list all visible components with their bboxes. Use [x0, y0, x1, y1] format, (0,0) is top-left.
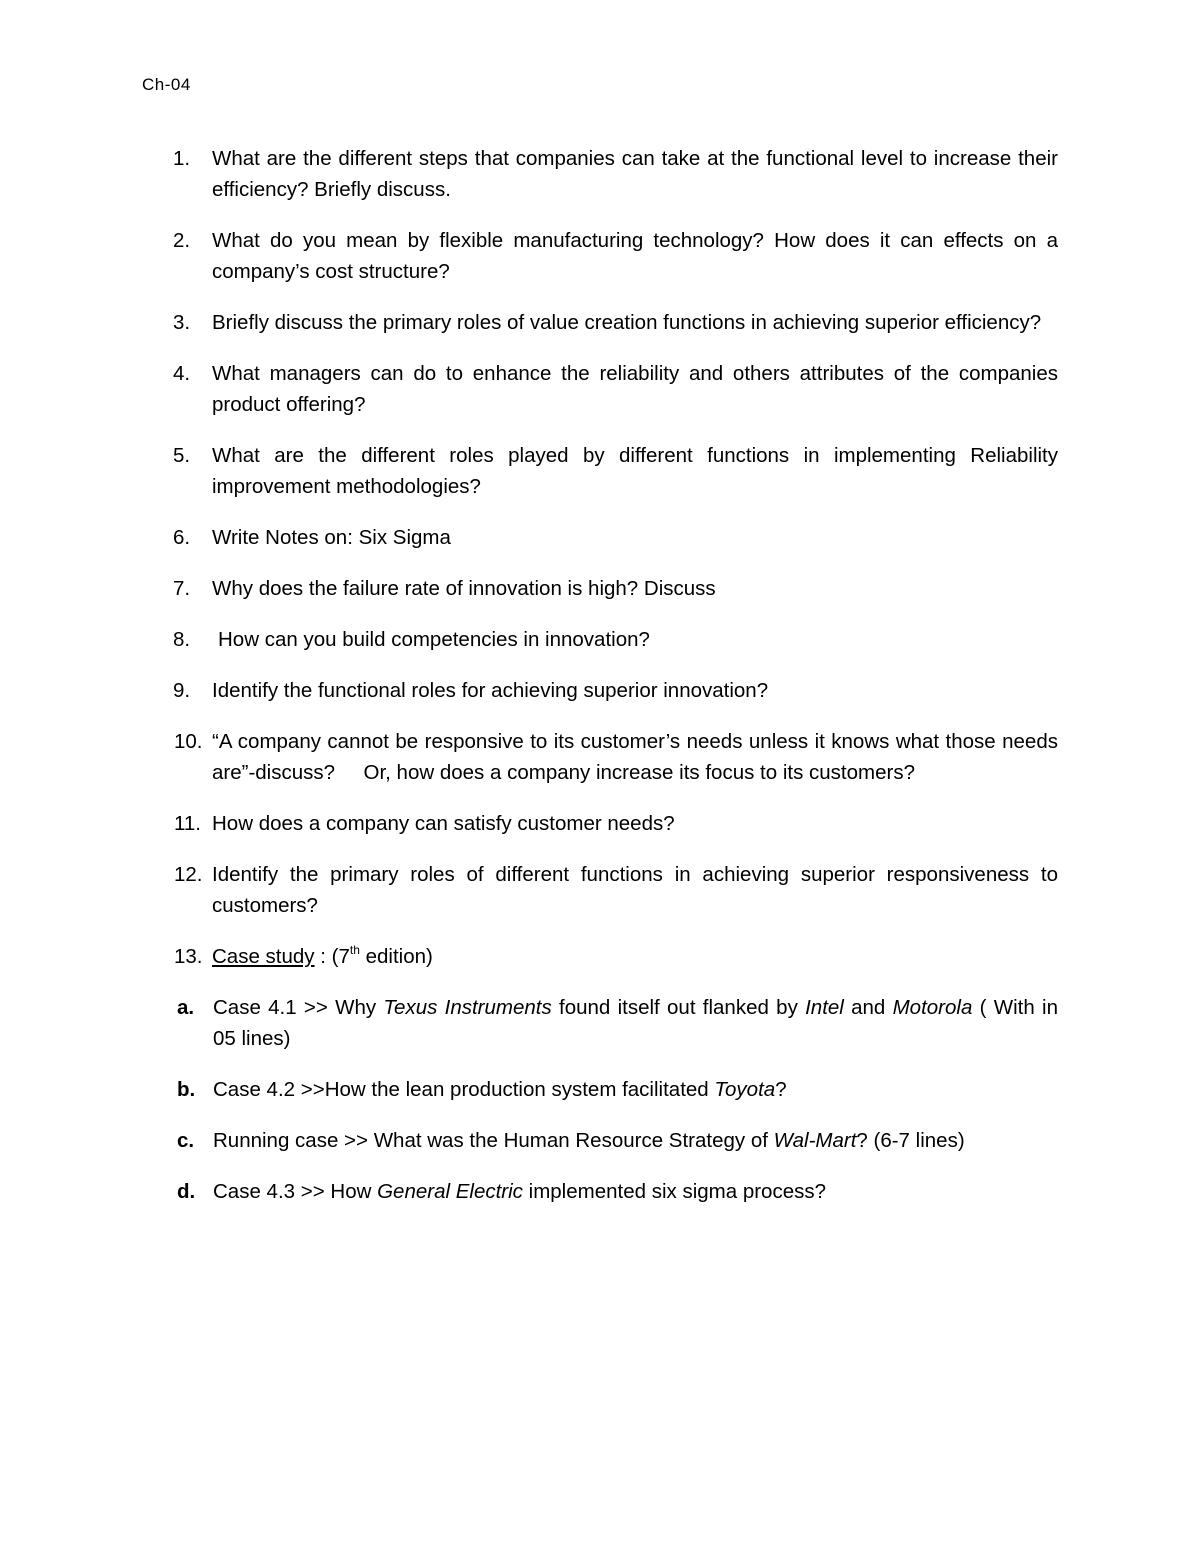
question-item — [142, 440, 1058, 502]
case-text-italic: Motorola — [892, 996, 973, 1019]
question-text: Write Notes on: Six Sigma — [212, 526, 451, 549]
case-item-c — [142, 1125, 1058, 1156]
question-item — [142, 573, 1058, 604]
question-text: “A company cannot be responsive to its customer’s needs unless it knows what those needs are”-discuss? Or, how does a company increase its focus to its customers? — [212, 730, 1064, 784]
question-item — [142, 624, 1058, 655]
case-text — [213, 1125, 1058, 1156]
question-text: What are the different steps that companies can take at the functional level to increase their efficiency? Briefly discuss. — [212, 147, 1058, 201]
question-number: 12. — [174, 863, 203, 886]
case-item-b — [142, 1074, 1058, 1105]
question-number: 8. — [173, 628, 191, 651]
case-study-item — [142, 941, 1058, 1207]
case-text-part: ? (6-7 lines) — [856, 1129, 965, 1152]
question-item — [142, 859, 1058, 921]
case-list — [142, 992, 1058, 1207]
case-item-d — [142, 1176, 1058, 1207]
question-text: Identify the primary roles of different functions in achieving superior responsiveness to customers? — [212, 863, 1058, 917]
case-letter: d. — [177, 1180, 196, 1203]
case-text-part: Running case >> What was the Human Resource Strategy of — [213, 1129, 774, 1152]
question-text: How can you build competencies in innovation? — [218, 628, 650, 651]
case-letter: c. — [177, 1129, 195, 1152]
case-letter: a. — [177, 996, 195, 1019]
question-number: 10. — [174, 730, 203, 753]
question-number: 3. — [173, 311, 191, 334]
question-text: What do you mean by flexible manufacturing technology? How does it can effects on a company’s cost structure? — [212, 229, 1058, 283]
case-text-italic: Intel — [805, 996, 844, 1019]
case-study-label: Case study — [212, 945, 315, 968]
case-text-italic: Wal-Mart — [773, 1129, 857, 1152]
question-item — [142, 726, 1064, 788]
case-text — [213, 992, 1058, 1054]
question-list — [142, 143, 1064, 1227]
question-item — [142, 143, 1058, 205]
case-study-heading — [212, 941, 1058, 972]
case-item-a — [142, 992, 1058, 1054]
question-item — [142, 808, 1058, 839]
question-text: Identify the functional roles for achieving superior innovation? — [212, 679, 769, 702]
case-letter: b. — [177, 1078, 196, 1101]
case-text-part: Case 4.2 >>How the lean production system facilitated — [213, 1078, 715, 1101]
question-text: Briefly discuss the primary roles of value creation functions in achieving superior efficiency? — [212, 311, 1042, 334]
question-text: What managers can do to enhance the reliability and others attributes of the companies product offering? — [212, 362, 1058, 416]
case-text-part: and — [843, 996, 893, 1019]
question-item — [142, 522, 1058, 553]
case-text-italic: General Electric — [377, 1180, 523, 1203]
question-number: 1. — [173, 147, 191, 170]
question-number: 6. — [173, 526, 191, 549]
question-item — [142, 358, 1058, 420]
question-number: 11. — [174, 812, 201, 835]
case-study-after-label: : (7 — [314, 945, 350, 968]
question-number: 5. — [173, 444, 191, 467]
question-number: 9. — [173, 679, 191, 702]
case-text — [213, 1176, 1058, 1207]
question-item — [142, 307, 1058, 338]
question-text: How does a company can satisfy customer needs? — [212, 812, 675, 835]
case-text-italic: Toyota — [714, 1078, 776, 1101]
case-study-edition: edition) — [359, 945, 433, 968]
case-text-italic: Texus Instruments — [383, 996, 552, 1019]
question-item — [142, 225, 1058, 287]
question-text: What are the different roles played by different functions in implementing Reliability improvement methodologies? — [212, 444, 1058, 498]
chapter-header: Ch-04 — [142, 75, 191, 94]
case-text-part: ( With in 05 lines) — [213, 996, 1058, 1050]
question-number: 7. — [173, 577, 191, 600]
question-number: 2. — [173, 229, 191, 252]
case-text-part: ? — [775, 1078, 787, 1101]
question-text: Why does the failure rate of innovation is high? Discuss — [212, 577, 716, 600]
case-text-part: Case 4.3 >> How — [213, 1180, 378, 1203]
case-study-sup: th — [349, 943, 360, 957]
question-number: 4. — [173, 362, 191, 385]
case-text — [213, 1074, 1058, 1105]
case-text-part: Case 4.1 >> Why — [213, 996, 384, 1019]
case-text-part: found itself out flanked by — [551, 996, 806, 1019]
question-item — [142, 675, 1058, 706]
case-text-part: implemented six sigma process? — [522, 1180, 827, 1203]
question-number: 13. — [174, 945, 203, 968]
